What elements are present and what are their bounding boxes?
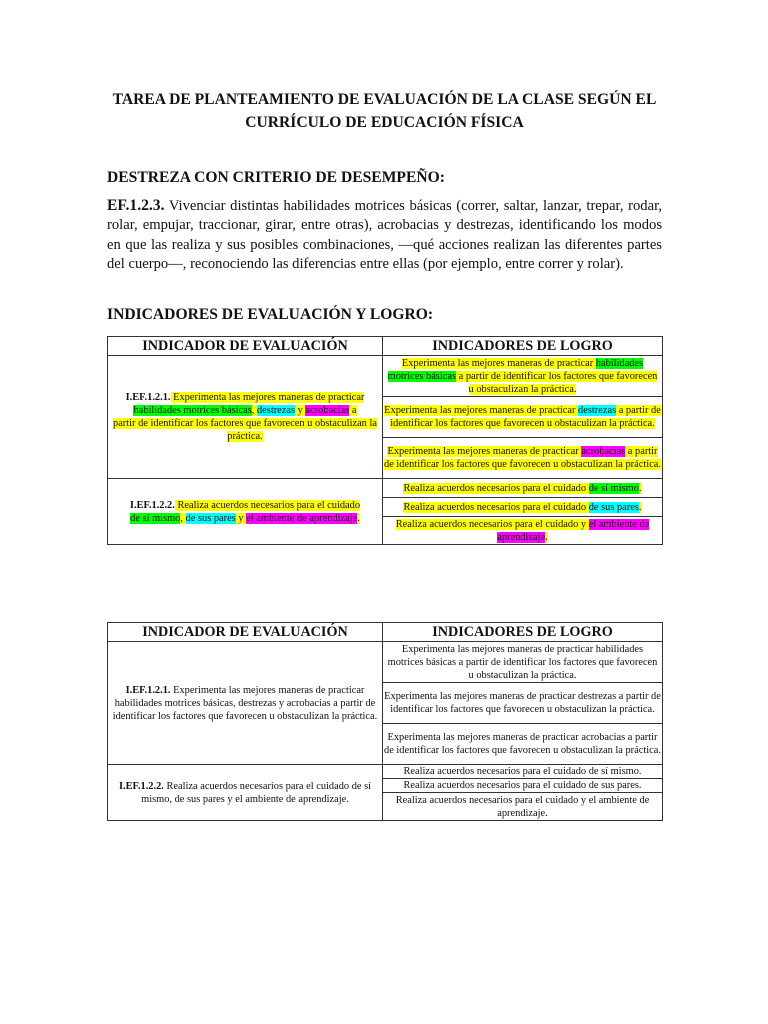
- indicator-cell: I.EF.1.2.2. Realiza acuerdos necesarios para el cuidado de sí mismo, de sus pares y el ambiente de aprendizaje.: [108, 479, 383, 545]
- logro-cell: Experimenta las mejores maneras de practicar acrobacias a partir de identificar los factores que favorecen u obstaculizan la práctica.: [383, 724, 663, 765]
- title-line-1: TAREA DE PLANTEAMIENTO DE EVALUACIÓN DE LA CLASE SEGÚN EL: [112, 91, 657, 108]
- indicators-table-highlighted: [107, 336, 663, 545]
- logro-cell: Experimenta las mejores maneras de practicar acrobacias a partir de identificar los factores que favorecen u obstaculizan la práctica.: [383, 438, 663, 479]
- logro-cell: Experimenta las mejores maneras de practicar destrezas a partir de identificar los factores que favorecen u obstaculizan la práctica.: [383, 683, 663, 724]
- logro-cell: Experimenta las mejores maneras de practicar destrezas a partir de identificar los factores que favorecen u obstaculizan la práctica.: [383, 397, 663, 438]
- logro-cell: Experimenta las mejores maneras de practicar habilidades motrices básicas a partir de identificar los factores que favorecen u obstaculizan la práctica.: [383, 356, 663, 397]
- logro-cell: Realiza acuerdos necesarios para el cuidado y el ambiente de aprendizaje.: [383, 793, 663, 821]
- title-line-2: CURRÍCULO DE EDUCACIÓN FÍSICA: [245, 114, 524, 131]
- logro-cell: Realiza acuerdos necesarios para el cuidado de sus pares.: [383, 498, 663, 517]
- indicator-code: I.EF.1.2.1.: [125, 392, 171, 403]
- indicators-table-plain: [107, 622, 663, 821]
- indicadores-heading: INDICADORES DE EVALUACIÓN Y LOGRO:: [107, 306, 434, 323]
- logro-cell: Realiza acuerdos necesarios para el cuidado de sí mismo.: [383, 479, 663, 498]
- destreza-paragraph: [107, 196, 662, 275]
- destreza-code: EF.1.2.3.: [107, 197, 165, 214]
- header-indicador-evaluacion: INDICADOR DE EVALUACIÓN: [108, 623, 383, 642]
- logro-cell: Realiza acuerdos necesarios para el cuidado de sus pares.: [383, 779, 663, 793]
- logro-cell: Experimenta las mejores maneras de practicar habilidades motrices básicas a partir de identificar los factores que favorecen u obstaculizan la práctica.: [383, 642, 663, 683]
- logro-cell: Realiza acuerdos necesarios para el cuidado y el ambiente de aprendizaje.: [383, 517, 663, 545]
- indicator-code: I.EF.1.2.1.: [125, 684, 171, 696]
- header-indicadores-logro: INDICADORES DE LOGRO: [383, 337, 663, 356]
- indicator-cell: I.EF.1.2.1. Experimenta las mejores maneras de practicar habilidades motrices básicas, destrezas y acrobacias a partir de identificar los factores que favorecen u obstaculizan la práctica.: [108, 642, 383, 765]
- header-indicadores-logro: INDICADORES DE LOGRO: [383, 623, 663, 642]
- indicator-code: I.EF.1.2.2.: [129, 499, 175, 511]
- logro-cell: Realiza acuerdos necesarios para el cuidado de sí mismo.: [383, 765, 663, 779]
- destreza-heading: DESTREZA CON CRITERIO DE DESEMPEÑO:: [107, 169, 445, 186]
- header-indicador-evaluacion: INDICADOR DE EVALUACIÓN: [108, 337, 383, 356]
- indicator-code: I.EF.1.2.2.: [118, 780, 164, 792]
- indicator-cell: I.EF.1.2.2. Realiza acuerdos necesarios para el cuidado de sí mismo, de sus pares y el ambiente de aprendizaje.: [108, 765, 383, 821]
- destreza-text: Vivenciar distintas habilidades motrices básicas (correr, saltar, lanzar, trepar, rodar, rolar, empujar, traccionar, girar, entre otras), acrobacias y destrezas, identificando los modos en que las realiza y sus posibles combinaciones, —qué acciones realizan las diferentes partes del cuerpo—, reconociendo las diferencias entre ellas (por ejemplo, entre correr y rolar).: [107, 198, 662, 273]
- document-title: [107, 88, 662, 134]
- indicator-cell: I.EF.1.2.1. Experimenta las mejores maneras de practicar habilidades motrices básicas, destrezas y acrobacias a partir de identificar los factores que favorecen u obstaculizan la práctica.: [108, 356, 383, 479]
